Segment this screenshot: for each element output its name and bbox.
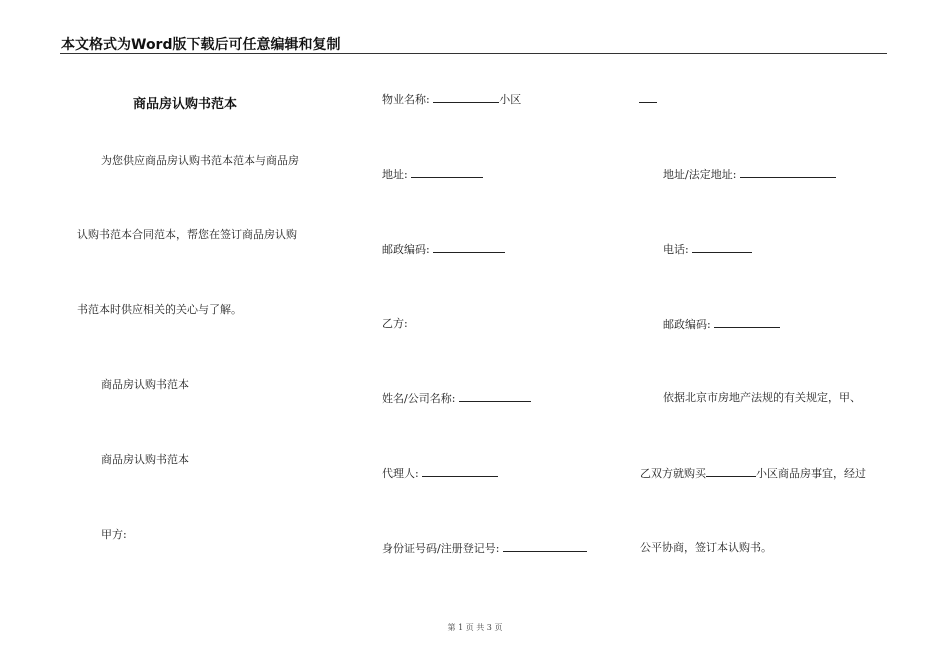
agent-blank: [422, 466, 498, 477]
phone-label: 电话:: [663, 243, 693, 256]
party-a-label: 甲方:: [101, 528, 127, 541]
right-postcode-blank: [714, 317, 780, 328]
intro-line-2: 认购书范本合同范本，帮您在签订商品房认购: [77, 228, 297, 241]
postcode-label: 邮政编码:: [382, 243, 434, 256]
right-postcode-line: [663, 317, 780, 332]
intro-line-1: 为您供应商品房认购书范本范本与商品房: [101, 154, 299, 167]
document-header: 本文格式为Word版下载后可任意编辑和复制: [61, 37, 341, 53]
agreement-blank: [706, 466, 756, 477]
legal-address-line: [663, 167, 836, 182]
phone-line: [663, 242, 752, 257]
name-line: [382, 391, 531, 406]
postcode-blank: [433, 242, 505, 253]
phone-blank: [692, 242, 752, 253]
right-postcode-label: 邮政编码:: [663, 318, 715, 331]
top-right-blank-line: [639, 92, 657, 107]
agreement-line-2: [640, 466, 866, 481]
id-line: [382, 541, 587, 556]
header-rule: [60, 53, 887, 54]
agent-line: [382, 466, 498, 481]
property-name-label: 物业名称:: [382, 93, 434, 106]
agreement-line-2-b: 小区商品房事宜，经过: [756, 467, 866, 480]
agreement-line-1: 依据北京市房地产法规的有关规定，甲、: [663, 391, 861, 404]
property-name-line: [382, 92, 521, 107]
section-heading-1: 商品房认购书范本: [101, 378, 189, 391]
address-blank: [411, 167, 483, 178]
legal-address-label: 地址/法定地址:: [663, 168, 740, 181]
address-line: [382, 167, 483, 182]
id-label: 身份证号码/注册登记号:: [382, 542, 503, 555]
name-label: 姓名/公司名称:: [382, 392, 459, 405]
property-name-suffix: 小区: [499, 93, 522, 106]
agent-label: 代理人:: [382, 467, 423, 480]
postcode-line: [382, 242, 505, 257]
document-title: 商品房认购书范本: [133, 97, 238, 112]
page-footer: 第 1 页 共 3 页: [447, 623, 503, 632]
address-label: 地址:: [382, 168, 412, 181]
id-blank: [503, 541, 587, 552]
name-blank: [459, 391, 531, 402]
section-heading-2: 商品房认购书范本: [101, 453, 189, 466]
legal-address-blank: [740, 167, 836, 178]
agreement-line-3: 公平协商，签订本认购书。: [640, 541, 772, 554]
agreement-line-2-a: 乙双方就购买: [640, 467, 706, 480]
top-right-blank: [639, 92, 657, 103]
intro-line-3: 书范本时供应相关的关心与了解。: [77, 303, 242, 316]
party-b-label: 乙方:: [382, 317, 408, 330]
property-name-blank: [433, 92, 499, 103]
